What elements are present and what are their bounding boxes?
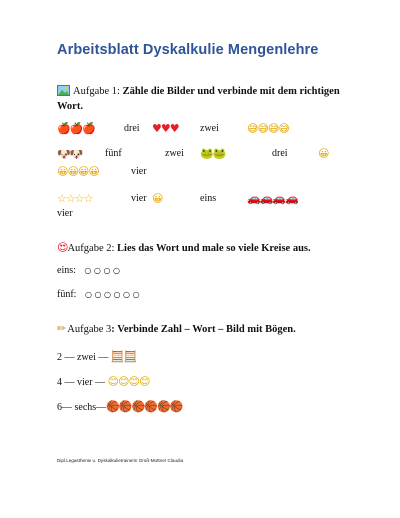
word-fuenf-2: fünf:	[57, 289, 77, 300]
word-vier-3: vier	[57, 208, 73, 219]
word-eins-2: eins:	[57, 265, 76, 276]
word-vier: vier	[131, 166, 147, 177]
task-3-row-2	[57, 375, 149, 388]
footer-credit: Dipl.Legasthenie u. Dyskalkulietrainerin Groß-Mottner Claudia	[57, 458, 184, 463]
frogs-group: 🐸🐸	[200, 147, 226, 160]
task-2-row-eins	[57, 265, 120, 276]
cars-group: 🚗🚗🚗🚗	[247, 192, 298, 205]
word-vier-2: vier	[131, 193, 147, 204]
task-2-instruction: Lies das Wort und male so viele Kreise aus.	[117, 243, 311, 254]
task-3-row-1	[57, 350, 136, 363]
faces-group-b: 😀😀😀😀	[57, 165, 99, 178]
task-1-heading	[57, 84, 357, 114]
page-title: Arbeitsblatt Dyskalkulie Mengenlehre	[57, 42, 319, 58]
task-1-instruction: Zähle die Bilder und verbinde mit dem richtigen Wort.	[57, 86, 340, 112]
task-2-row-fuenf	[57, 289, 140, 300]
picture-icon	[57, 85, 70, 96]
basketballs-group: 🏀🏀🏀🏀🏀🏀	[106, 400, 183, 413]
word-fuenf: fünf	[105, 148, 122, 159]
face-single-2: 😀	[152, 192, 163, 205]
stars-group: ☆☆☆☆	[57, 192, 93, 205]
circles-6: ○ ○ ○ ○ ○ ○	[84, 290, 140, 299]
pencil-icon: ✏	[57, 322, 66, 335]
match-row-1-text: 2 — zwei —	[57, 352, 111, 363]
abacus-group: 🧮🧮	[110, 350, 137, 363]
match-row-3-text: 6— sechs—	[57, 402, 107, 413]
task-3-instruction: : Verbinde Zahl – Wort – Bild mit Bögen.	[111, 324, 296, 335]
task-3-heading	[57, 321, 357, 337]
apples-group: 🍎🍎🍎	[57, 122, 96, 135]
faces-group-c: 😊😊😊😊	[107, 375, 150, 388]
task-3-label: Aufgabe 3	[67, 324, 112, 335]
faces-group-a: 😅😅😅😅	[247, 122, 289, 135]
dogs-group: 🐶🐶	[57, 148, 83, 161]
word-eins: eins	[200, 193, 217, 204]
face-single: 😀	[318, 147, 329, 160]
match-row-2-text: 4 — vier —	[57, 377, 108, 388]
word-drei: drei	[124, 123, 140, 134]
word-zwei-2: zwei	[165, 148, 184, 159]
hearts-group: ♥♥♥	[152, 122, 179, 135]
task-3-row-3	[57, 400, 182, 413]
task-2-heading	[57, 240, 357, 256]
word-drei-2: drei	[272, 148, 288, 159]
task-2-label: Aufgabe 2:	[67, 243, 118, 254]
word-zwei: zwei	[200, 123, 219, 134]
heart-eyes-icon: 😍	[57, 241, 68, 254]
task-1-label: Aufgabe 1:	[73, 86, 123, 97]
task-1-row-1	[57, 122, 95, 135]
circles-4: ○ ○ ○ ○	[84, 266, 120, 275]
